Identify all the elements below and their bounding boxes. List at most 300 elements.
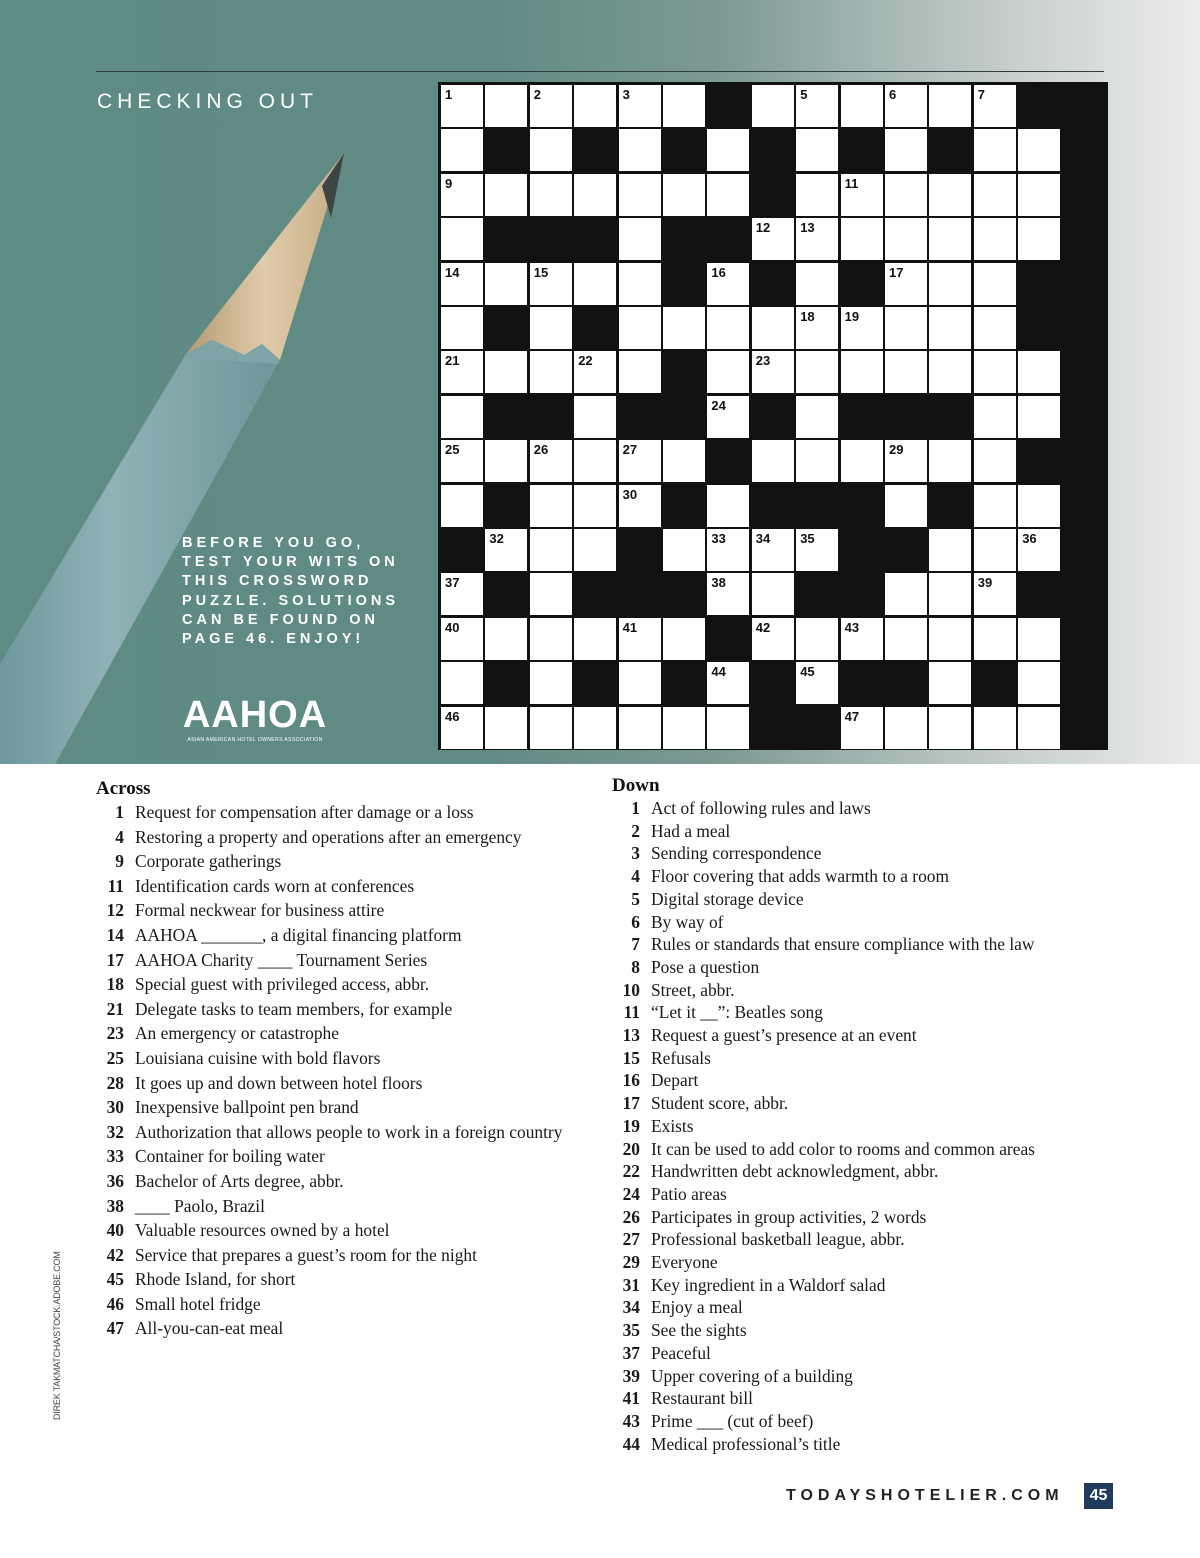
crossword-cell[interactable] — [752, 218, 794, 260]
clue-text: AAHOA _______, a digital financing platform — [135, 924, 462, 945]
crossword-cell[interactable] — [485, 85, 527, 127]
clue-number: 10 — [622, 979, 640, 1000]
crossword-cell[interactable] — [929, 440, 971, 482]
crossword-cell[interactable] — [974, 485, 1016, 527]
crossword-cell[interactable] — [929, 529, 971, 571]
crossword-block — [619, 529, 661, 571]
clue-text: Corporate gatherings — [135, 851, 282, 872]
crossword-cell[interactable] — [752, 573, 794, 615]
crossword-cell[interactable] — [441, 129, 483, 171]
crossword-cell[interactable] — [619, 351, 661, 393]
clue-text: Professional basketball league, abbr. — [651, 1229, 905, 1250]
clue-text: Delegate tasks to team members, for example — [135, 998, 453, 1019]
across-clue — [96, 874, 566, 899]
cell-number: 26 — [533, 442, 549, 458]
crossword-cell[interactable] — [574, 529, 616, 571]
down-clue — [612, 1138, 1092, 1161]
clue-text: Bachelor of Arts degree, abbr. — [135, 1170, 344, 1191]
crossword-cell[interactable] — [441, 707, 483, 749]
crossword-cell[interactable] — [929, 85, 971, 127]
crossword-cell[interactable] — [841, 440, 883, 482]
cell-number: 38 — [711, 575, 726, 591]
crossword-cell[interactable] — [752, 618, 794, 660]
crossword-cell[interactable] — [441, 485, 483, 527]
crossword-cell[interactable] — [530, 440, 572, 482]
clue-text: Small hotel fridge — [135, 1293, 261, 1314]
crossword-cell[interactable] — [707, 174, 749, 216]
down-clue — [612, 1069, 1092, 1092]
crossword-block — [485, 573, 527, 615]
crossword-cell[interactable] — [841, 707, 883, 749]
crossword-cell[interactable] — [752, 440, 794, 482]
clue-text: Student score, abbr. — [651, 1093, 789, 1114]
clue-number: 5 — [631, 888, 640, 909]
clue-number: 15 — [622, 1047, 640, 1068]
crossword-cell[interactable] — [530, 85, 572, 127]
crossword-cell[interactable] — [885, 263, 927, 305]
crossword-cell[interactable] — [929, 707, 971, 749]
crossword-cell[interactable] — [619, 485, 661, 527]
crossword-cell[interactable] — [796, 351, 838, 393]
clue-text: Service that prepares a guest’s room for the night — [135, 1244, 477, 1265]
pencil-illustration — [0, 0, 440, 764]
down-clue — [612, 797, 1092, 820]
down-clue — [612, 1342, 1092, 1365]
down-clue — [612, 1092, 1092, 1115]
clue-number: 7 — [631, 934, 640, 955]
crossword-cell[interactable] — [530, 351, 572, 393]
crossword-block — [530, 396, 572, 438]
crossword-cell[interactable] — [619, 129, 661, 171]
across-clue — [96, 923, 566, 948]
crossword-cell[interactable] — [796, 529, 838, 571]
crossword-cell[interactable] — [796, 174, 838, 216]
crossword-block — [663, 573, 705, 615]
crossword-cell[interactable] — [974, 707, 1016, 749]
crossword-block — [841, 573, 883, 615]
crossword-cell[interactable] — [974, 396, 1016, 438]
crossword-cell[interactable] — [885, 129, 927, 171]
down-clue — [612, 1115, 1092, 1138]
crossword-cell[interactable] — [929, 174, 971, 216]
cell-number: 16 — [711, 264, 726, 280]
clue-number: 23 — [106, 1023, 124, 1044]
page-number: 45 — [1084, 1483, 1113, 1509]
crossword-cell[interactable] — [441, 174, 483, 216]
crossword-cell[interactable] — [885, 85, 927, 127]
across-clue — [96, 997, 566, 1022]
crossword-cell[interactable] — [841, 351, 883, 393]
crossword-cell[interactable] — [485, 440, 527, 482]
clue-number: 39 — [622, 1365, 640, 1386]
crossword-block — [752, 707, 794, 749]
cell-number: 36 — [1022, 531, 1037, 546]
crossword-cell[interactable] — [663, 529, 705, 571]
crossword-block — [574, 129, 616, 171]
crossword-cell[interactable] — [441, 618, 483, 660]
crossword-block — [885, 662, 927, 704]
crossword-cell[interactable] — [574, 351, 616, 393]
crossword-cell[interactable] — [574, 396, 616, 438]
crossword-cell[interactable] — [619, 707, 661, 749]
clue-number: 35 — [622, 1320, 640, 1341]
clue-number: 2 — [631, 820, 640, 841]
crossword-cell[interactable] — [663, 440, 705, 482]
crossword-cell[interactable] — [1018, 529, 1060, 571]
clue-number: 17 — [106, 949, 124, 970]
crossword-cell[interactable] — [796, 263, 838, 305]
crossword-cell[interactable] — [707, 529, 749, 571]
crossword-block — [574, 218, 616, 260]
crossword-block — [574, 662, 616, 704]
crossword-cell[interactable] — [841, 307, 883, 349]
crossword-cell[interactable] — [752, 85, 794, 127]
crossword-cell[interactable] — [1018, 218, 1060, 260]
clue-number: 31 — [622, 1274, 640, 1295]
crossword-cell[interactable] — [1018, 662, 1060, 704]
crossword-block — [796, 573, 838, 615]
clue-text: Identification cards worn at conferences — [135, 875, 415, 896]
crossword-cell[interactable] — [796, 307, 838, 349]
cell-number: 33 — [711, 531, 726, 546]
down-clue — [612, 1047, 1092, 1070]
crossword-block — [929, 485, 971, 527]
clue-text: Medical professional’s title — [651, 1433, 841, 1454]
crossword-block — [796, 707, 838, 749]
across-clue — [96, 1071, 566, 1096]
crossword-block — [752, 485, 794, 527]
crossword-cell[interactable] — [885, 707, 927, 749]
crossword-block — [663, 662, 705, 704]
crossword-block — [841, 529, 883, 571]
clue-number: 34 — [622, 1297, 640, 1318]
crossword-cell[interactable] — [663, 307, 705, 349]
clue-number: 22 — [622, 1161, 640, 1182]
crossword-cell[interactable] — [1018, 396, 1060, 438]
down-heading: Down — [612, 775, 660, 796]
crossword-cell[interactable] — [1018, 485, 1060, 527]
crossword-cell[interactable] — [974, 174, 1016, 216]
clue-number: 18 — [106, 974, 124, 995]
cell-number: 39 — [977, 575, 993, 591]
crossword-cell[interactable] — [530, 485, 572, 527]
clue-text: Digital storage device — [651, 888, 804, 909]
crossword-block — [707, 218, 749, 260]
crossword-cell[interactable] — [441, 440, 483, 482]
down-clue — [612, 979, 1092, 1002]
crossword-block — [752, 396, 794, 438]
crossword-cell[interactable] — [929, 573, 971, 615]
crossword-cell[interactable] — [707, 485, 749, 527]
crossword-cell[interactable] — [441, 85, 483, 127]
clue-text: Inexpensive ballpoint pen brand — [135, 1097, 359, 1118]
cell-number: 25 — [445, 442, 460, 458]
across-clue — [96, 1218, 566, 1243]
down-clues — [612, 775, 1092, 1455]
cell-number: 19 — [844, 309, 860, 324]
footer-site[interactable]: TODAYSHOTELIER.COM — [786, 1487, 1064, 1504]
crossword-cell[interactable] — [530, 618, 572, 660]
cell-number: 44 — [711, 664, 726, 680]
crossword-block — [663, 218, 705, 260]
crossword-cell[interactable] — [707, 573, 749, 615]
crossword-cell[interactable] — [574, 85, 616, 127]
down-clue — [612, 1228, 1092, 1251]
cell-number: 14 — [445, 264, 460, 280]
crossword-cell[interactable] — [929, 307, 971, 349]
crossword-block — [707, 618, 749, 660]
down-clue — [612, 1319, 1092, 1342]
crossword-cell[interactable] — [485, 618, 527, 660]
crossword-cell[interactable] — [707, 129, 749, 171]
crossword-grid — [438, 82, 1108, 750]
crossword-block — [663, 485, 705, 527]
crossword-cell[interactable] — [796, 440, 838, 482]
crossword-cell[interactable] — [619, 307, 661, 349]
crossword-cell[interactable] — [663, 174, 705, 216]
clue-text: Patio areas — [651, 1183, 727, 1204]
down-clue — [612, 956, 1092, 979]
crossword-cell[interactable] — [530, 174, 572, 216]
down-clue — [612, 933, 1092, 956]
crossword-cell[interactable] — [619, 218, 661, 260]
crossword-cell[interactable] — [574, 263, 616, 305]
crossword-cell[interactable] — [752, 529, 794, 571]
clue-number: 20 — [622, 1138, 640, 1159]
crossword-cell[interactable] — [441, 351, 483, 393]
crossword-cell[interactable] — [530, 529, 572, 571]
clue-text: Valuable resources owned by a hotel — [135, 1220, 390, 1241]
crossword-cell[interactable] — [574, 440, 616, 482]
crossword-cell[interactable] — [752, 307, 794, 349]
crossword-cell[interactable] — [574, 618, 616, 660]
cell-number: 32 — [489, 531, 504, 546]
crossword-cell[interactable] — [974, 307, 1016, 349]
clue-text: Peaceful — [651, 1342, 711, 1363]
crossword-cell[interactable] — [796, 396, 838, 438]
crossword-cell[interactable] — [974, 440, 1016, 482]
crossword-cell[interactable] — [929, 218, 971, 260]
crossword-cell[interactable] — [663, 85, 705, 127]
crossword-cell[interactable] — [441, 662, 483, 704]
clue-text: Rules or standards that ensure compliance with the law — [651, 934, 1035, 955]
cell-number: 13 — [800, 220, 815, 236]
clue-number: 6 — [631, 911, 640, 932]
clue-number: 19 — [622, 1115, 640, 1136]
crossword-cell[interactable] — [1018, 618, 1060, 660]
crossword-cell[interactable] — [929, 351, 971, 393]
cell-number: 12 — [755, 220, 771, 236]
cell-number: 3 — [622, 87, 630, 102]
crossword-cell[interactable] — [574, 174, 616, 216]
crossword-cell[interactable] — [619, 440, 661, 482]
crossword-cell[interactable] — [1018, 129, 1060, 171]
crossword-cell[interactable] — [796, 129, 838, 171]
clue-text: Restoring a property and operations after an emergency — [135, 826, 522, 847]
across-clue — [96, 1267, 566, 1292]
crossword-cell[interactable] — [796, 662, 838, 704]
crossword-cell[interactable] — [441, 396, 483, 438]
cell-number: 24 — [711, 397, 726, 413]
crossword-cell[interactable] — [974, 85, 1016, 127]
crossword-cell[interactable] — [796, 618, 838, 660]
crossword-cell[interactable] — [885, 307, 927, 349]
clue-text: ____ Paolo, Brazil — [135, 1195, 265, 1216]
crossword-cell[interactable] — [974, 129, 1016, 171]
crossword-cell[interactable] — [929, 662, 971, 704]
crossword-cell[interactable] — [530, 707, 572, 749]
crossword-cell[interactable] — [707, 396, 749, 438]
crossword-block — [485, 485, 527, 527]
down-clue — [612, 1024, 1092, 1047]
crossword-cell[interactable] — [707, 307, 749, 349]
crossword-cell[interactable] — [530, 573, 572, 615]
clue-number: 45 — [106, 1269, 124, 1290]
clue-text: Special guest with privileged access, abbr. — [135, 974, 430, 995]
clue-text: Had a meal — [651, 820, 731, 841]
clue-number: 40 — [106, 1220, 124, 1241]
across-clue — [96, 1194, 566, 1219]
clue-number: 47 — [106, 1318, 124, 1339]
crossword-block — [485, 218, 527, 260]
crossword-cell[interactable] — [574, 485, 616, 527]
cell-number: 15 — [533, 264, 549, 280]
crossword-block — [574, 573, 616, 615]
crossword-cell[interactable] — [796, 218, 838, 260]
cell-number: 30 — [622, 486, 638, 502]
crossword-cell[interactable] — [619, 263, 661, 305]
clue-number: 43 — [622, 1410, 640, 1431]
crossword-block — [485, 307, 527, 349]
down-clue — [612, 1183, 1092, 1206]
crossword-block — [841, 263, 883, 305]
crossword-cell[interactable] — [752, 351, 794, 393]
crossword-block — [1018, 440, 1060, 482]
clue-number: 41 — [622, 1388, 640, 1409]
clue-number: 8 — [631, 956, 640, 977]
crossword-cell[interactable] — [530, 662, 572, 704]
clue-number: 21 — [106, 998, 124, 1019]
crossword-cell[interactable] — [574, 707, 616, 749]
crossword-cell[interactable] — [974, 573, 1016, 615]
crossword-cell[interactable] — [1018, 174, 1060, 216]
crossword-cell[interactable] — [974, 218, 1016, 260]
crossword-cell[interactable] — [974, 618, 1016, 660]
crossword-cell[interactable] — [663, 707, 705, 749]
cell-number: 41 — [622, 619, 638, 635]
crossword-cell[interactable] — [485, 707, 527, 749]
crossword-block — [752, 174, 794, 216]
crossword-cell[interactable] — [841, 218, 883, 260]
cell-number: 47 — [844, 708, 860, 724]
crossword-cell[interactable] — [619, 618, 661, 660]
crossword-cell[interactable] — [974, 529, 1016, 571]
crossword-cell[interactable] — [885, 485, 927, 527]
crossword-cell[interactable] — [485, 263, 527, 305]
crossword-cell[interactable] — [796, 85, 838, 127]
clue-text: Louisiana cuisine with bold flavors — [135, 1047, 381, 1068]
crossword-block — [841, 662, 883, 704]
crossword-cell[interactable] — [707, 662, 749, 704]
cell-number: 10 — [755, 175, 771, 191]
down-clue — [612, 820, 1092, 843]
clue-number: 4 — [115, 826, 124, 847]
crossword-cell[interactable] — [885, 573, 927, 615]
clue-number: 27 — [622, 1229, 640, 1250]
clue-text: Request a guest’s presence at an event — [651, 1025, 917, 1046]
crossword-cell[interactable] — [1018, 707, 1060, 749]
across-clue — [96, 948, 566, 973]
cell-number: 28 — [711, 442, 726, 458]
crossword-cell[interactable] — [885, 218, 927, 260]
crossword-cell[interactable] — [619, 85, 661, 127]
crossword-cell[interactable] — [885, 440, 927, 482]
crossword-cell[interactable] — [619, 174, 661, 216]
crossword-block — [663, 129, 705, 171]
crossword-cell[interactable] — [885, 174, 927, 216]
down-clue — [612, 911, 1092, 934]
crossword-cell[interactable] — [929, 618, 971, 660]
across-clue — [96, 1169, 566, 1194]
down-clue — [612, 1206, 1092, 1229]
clue-number: 25 — [106, 1047, 124, 1068]
logo-tagline: ASIAN AMERICAN HOTEL OWNERS ASSOCIATION — [187, 737, 323, 743]
clue-text: Authorization that allows people to work in a foreign country — [135, 1121, 563, 1142]
clue-number: 32 — [106, 1121, 124, 1142]
crossword-cell[interactable] — [530, 129, 572, 171]
clue-number: 11 — [623, 1002, 640, 1023]
across-clue — [96, 1120, 566, 1145]
down-clue — [612, 1274, 1092, 1297]
crossword-cell[interactable] — [885, 618, 927, 660]
logo-wordmark: AAHOA — [182, 694, 328, 736]
crossword-cell[interactable] — [1018, 351, 1060, 393]
clue-text: See the sights — [651, 1320, 747, 1341]
crossword-cell[interactable] — [441, 573, 483, 615]
crossword-block — [485, 396, 527, 438]
across-clue — [96, 849, 566, 874]
across-clue — [96, 825, 566, 850]
crossword-cell[interactable] — [485, 351, 527, 393]
crossword-cell[interactable] — [929, 263, 971, 305]
crossword-cell[interactable] — [441, 218, 483, 260]
crossword-cell[interactable] — [530, 263, 572, 305]
crossword-cell[interactable] — [485, 529, 527, 571]
crossword-cell[interactable] — [663, 618, 705, 660]
crossword-cell[interactable] — [841, 85, 883, 127]
clue-text: Everyone — [651, 1252, 718, 1273]
crossword-cell[interactable] — [441, 307, 483, 349]
crossword-cell[interactable] — [707, 351, 749, 393]
cell-number: 29 — [889, 442, 904, 458]
crossword-cell[interactable] — [707, 707, 749, 749]
crossword-cell[interactable] — [441, 263, 483, 305]
crossword-cell[interactable] — [974, 263, 1016, 305]
crossword-cell[interactable] — [885, 351, 927, 393]
across-clue — [96, 800, 566, 825]
crossword-cell[interactable] — [619, 662, 661, 704]
crossword-block — [841, 396, 883, 438]
cell-number: 23 — [755, 353, 771, 369]
crossword-cell[interactable] — [530, 307, 572, 349]
clue-text: Formal neckwear for business attire — [135, 900, 385, 921]
crossword-cell[interactable] — [974, 351, 1016, 393]
crossword-cell[interactable] — [707, 263, 749, 305]
clue-number: 46 — [106, 1293, 124, 1314]
crossword-cell[interactable] — [485, 174, 527, 216]
crossword-cell[interactable] — [841, 618, 883, 660]
crossword-cell[interactable] — [841, 174, 883, 216]
